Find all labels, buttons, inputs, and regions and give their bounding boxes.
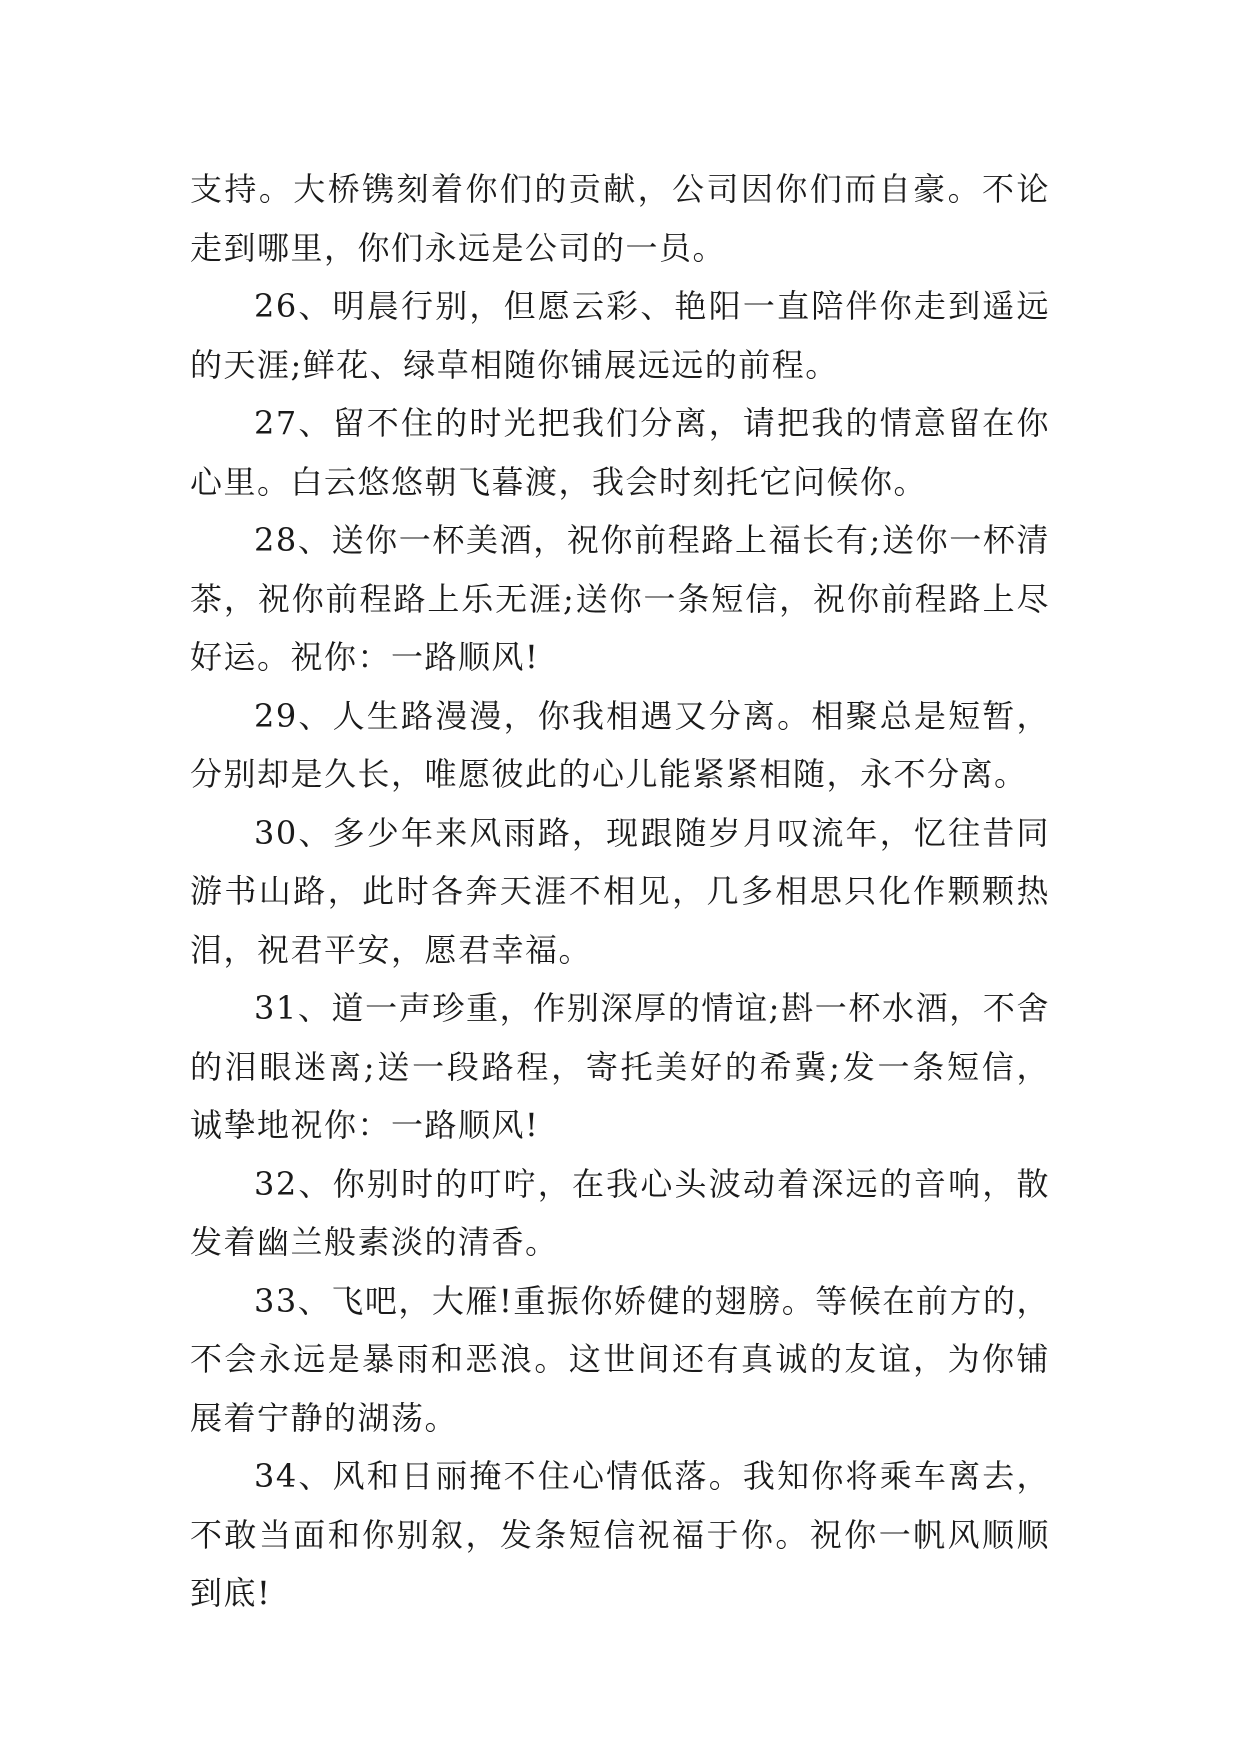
paragraph-29: 29、人生路漫漫，你我相遇又分离。相聚总是短暂，分别却是久长，唯愿彼此的心儿能紧紧相随，永不分离。 [190,696,1050,793]
paragraph-34: 34、风和日丽掩不住心情低落。我知你将乘车离去，不敢当面和你别叙，发条短信祝福于你。祝你一帆风顺顺到底! [190,1457,1050,1612]
paragraph-31: 31、道一声珍重，作别深厚的情谊;斟一杯水酒，不舍的泪眼迷离;送一段路程，寄托美好的希冀;发一条短信，诚挚地祝你：一路顺风! [190,989,1050,1144]
paragraph-32: 32、你别时的叮咛，在我心头波动着深远的音响，散发着幽兰般素淡的清香。 [190,1164,1050,1261]
paragraph-27: 27、留不住的时光把我们分离，请把我的情意留在你心里。白云悠悠朝飞暮渡，我会时刻托它问候你。 [190,404,1050,501]
paragraph-28: 28、送你一杯美酒，祝你前程路上福长有;送你一杯清茶，祝你前程路上乐无涯;送你一条短信，祝你前程路上尽好运。祝你：一路顺风! [190,521,1050,676]
paragraph-26: 26、明晨行别，但愿云彩、艳阳一直陪伴你走到遥远的天涯;鲜花、绿草相随你铺展远远的前程。 [190,287,1050,384]
paragraph-33: 33、飞吧，大雁!重振你娇健的翅膀。等候在前方的，不会永远是暴雨和恶浪。这世间还有真诚的友谊，为你铺展着宁静的湖荡。 [190,1281,1050,1437]
document-body [190,160,1050,1623]
paragraph-continuation: 支持。大桥镌刻着你们的贡献，公司因你们而自豪。不论走到哪里，你们永远是公司的一员。 [190,170,1050,267]
paragraph-30: 30、多少年来风雨路，现跟随岁月叹流年，忆往昔同游书山路，此时各奔天涯不相见，几多相思只化作颗颗热泪，祝君平安，愿君幸福。 [190,813,1050,969]
